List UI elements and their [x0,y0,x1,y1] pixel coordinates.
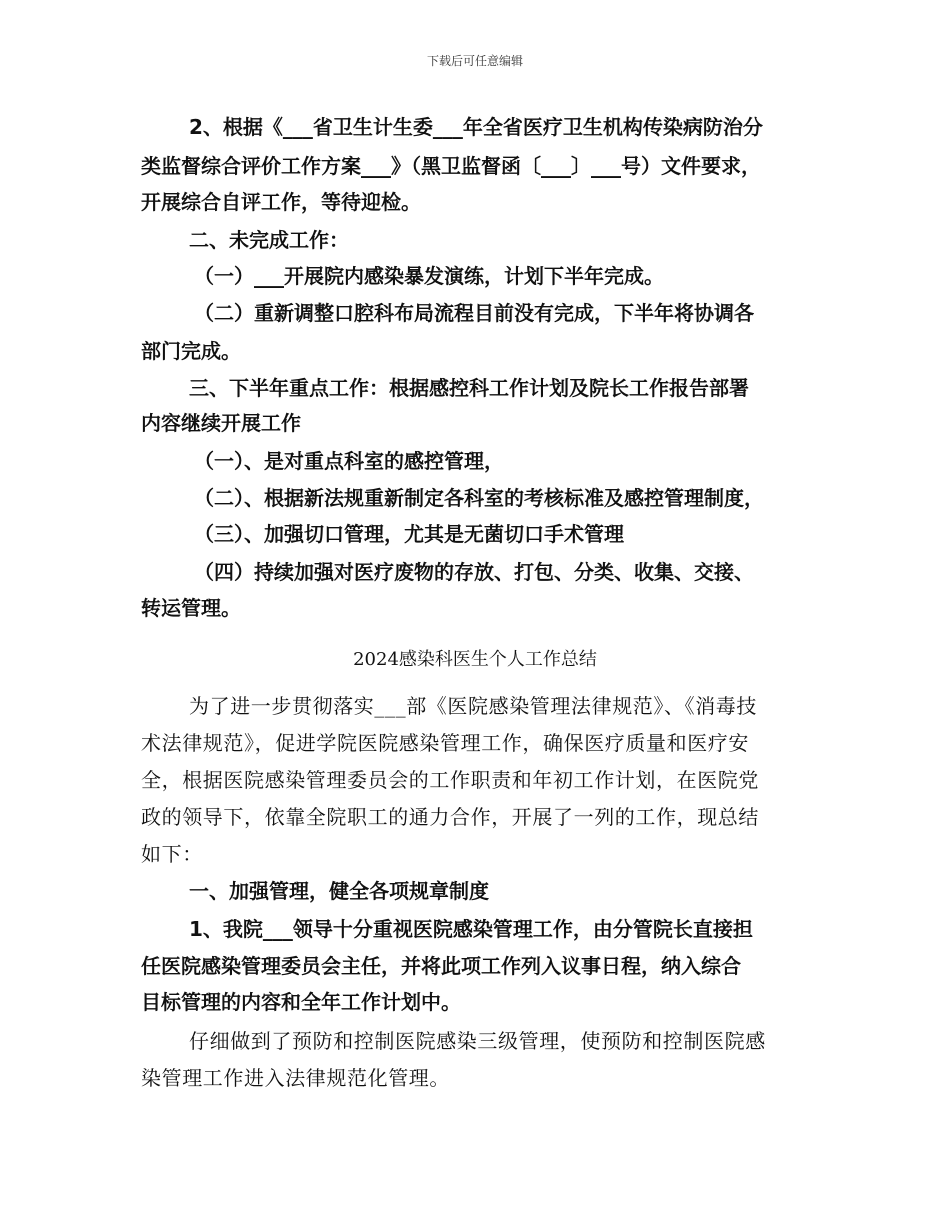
paragraph-line: 染管理工作进入法律规范化管理。 [141,1066,450,1090]
section-heading: 一、加强管理，健全各项规章制度 [189,879,489,903]
paragraph-line: 转运管理。 [141,596,241,620]
paragraph-line: 为了进一步贯彻落实___部《医院感染管理法律规范》、《消毒技 [189,694,757,718]
paragraph-line: 如下： [141,842,203,866]
list-item: （一）、是对重点科室的感控管理， [194,449,504,473]
paragraph-line: 部门完成。 [141,339,241,363]
document-title: 2024感染科医生个人工作总结 [353,649,597,670]
list-item: （三）、加强切口管理，尤其是无菌切口手术管理 [194,522,624,546]
paragraph-line: 全，根据医院感染管理委员会的工作职责和年初工作计划，在医院党 [141,768,759,792]
paragraph-line: 任医院感染管理委员会主任，并将此项工作列入议事日程，纳入综合 [141,954,741,978]
paragraph-line: 开展综合自评工作，等待迎检。 [141,190,421,214]
paragraph-line: 仔细做到了预防和控制医院感染三级管理，使预防和控制医院感 [189,1029,766,1053]
paragraph-line: 内容继续开展工作 [141,411,301,435]
section-heading: 三、下半年重点工作：根据感控科工作计划及院长工作报告部署 [189,376,749,400]
section-heading: 二、未完成工作： [189,228,349,252]
list-item: （一）___开展院内感染暴发演练，计划下半年完成。 [194,264,664,288]
list-item: （二）、根据新法规重新制定各科室的考核标准及感控管理制度， [194,486,764,510]
paragraph-line: 1、我院___领导十分重视医院感染管理工作，由分管院长直接担 [189,917,753,941]
paragraph-line: 目标管理的内容和全年工作计划中。 [141,990,461,1014]
paragraph-line: 术法律规范》，促进学院医院感染管理工作，确保医疗质量和医疗安 [141,731,749,755]
paragraph-line: 2、根据《___省卫生计生委___年全省医疗卫生机构传染病防治分 [189,115,763,139]
paragraph-line: 类监督综合评价工作方案___》（黑卫监督函〔___〕___号）文件要求， [141,154,761,178]
paragraph-line: 政的领导下，依靠全院职工的通力合作，开展了一列的工作，现总结 [141,805,759,829]
page-header-note: 下载后可任意编辑 [426,54,523,68]
list-item: （二）重新调整口腔科布局流程目前没有完成，下半年将协调各 [194,301,754,325]
list-item: （四）持续加强对医疗废物的存放、打包、分类、收集、交接、 [194,560,754,584]
